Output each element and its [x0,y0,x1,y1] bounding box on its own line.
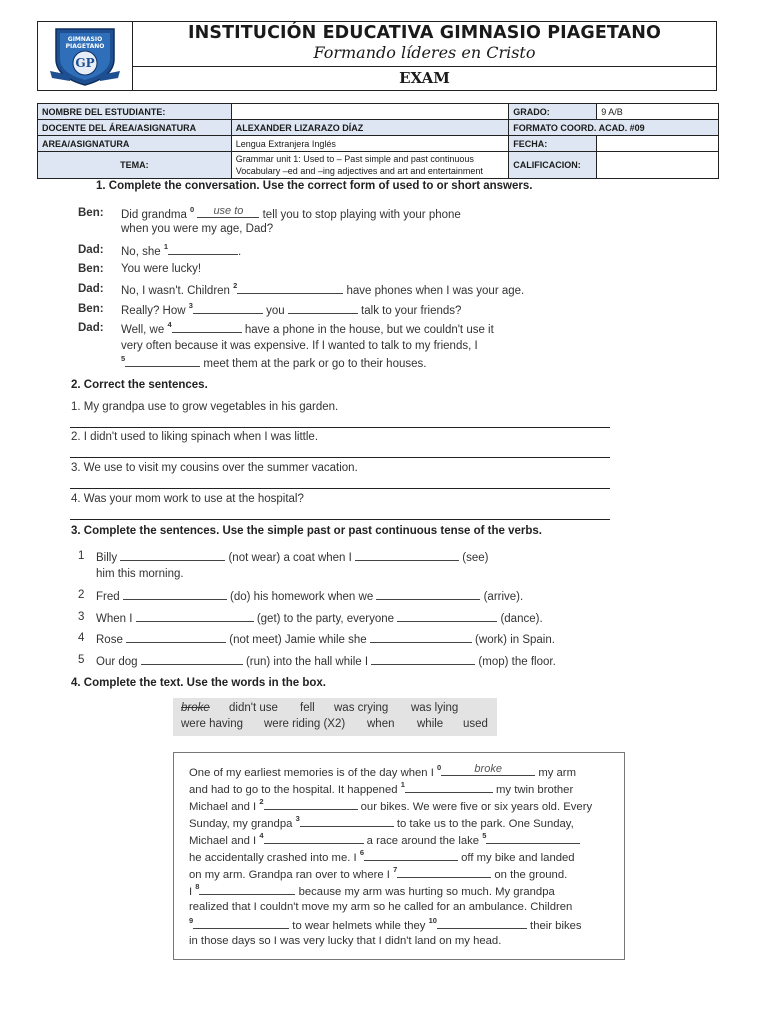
answer-blank-0[interactable] [197,207,259,218]
story-line-5 [189,833,580,847]
verb-blank-5a[interactable] [141,654,243,665]
item-number: 5 [482,831,487,840]
date-label: FECHA: [509,136,597,152]
sentence-2 [96,589,523,603]
conversation-line-6b: very often because it was expensive. If I wanted to talk to my friends, I [121,340,478,352]
item-number: 4 [167,320,172,329]
incorrect-sentence-3: 3. We use to visit my cousins over the summer vacation. [71,462,358,474]
section-3-title: 3. Complete the sentences. Use the simple past or past continuous tense of the verbs. [71,525,542,537]
word-option: used [463,718,488,730]
item-number: 3 [188,301,193,310]
verb-blank-2a[interactable] [123,589,227,600]
story-line-10 [189,918,582,932]
svg-text:GIMNASIO: GIMNASIO [67,36,103,43]
example-answer: use to [213,205,244,217]
example-answer: broke [474,763,502,775]
answer-blank-2[interactable] [237,283,343,294]
story-blank-5[interactable] [486,833,580,844]
answer-blank-3a[interactable] [193,303,263,314]
text: a race around the lake [363,835,483,847]
word-option: didn't use [229,702,278,714]
story-blank-3[interactable] [300,816,394,827]
answer-line-1[interactable] [70,427,610,428]
text: and had to go to the hospital. It happened [189,784,401,796]
text: (dance). [497,613,543,625]
text: No, she [121,246,164,258]
word-box [173,698,497,736]
text: (run) into the hall while I [242,656,372,668]
conversation-line-6c [121,356,426,370]
text: One of my earliest memories is of the day when I [189,767,438,779]
story-blank-6[interactable] [364,850,458,861]
text: Our dog [96,656,141,668]
svg-text:GP: GP [75,56,95,70]
text: on my arm. Grandpa ran over to where I [189,869,394,881]
answer-blank-5[interactable] [125,356,200,367]
grade-label: GRADO: [509,104,597,120]
story-line-2 [189,782,573,796]
conversation-line-3: You were lucky! [121,263,202,275]
word-option: broke [181,702,210,714]
conversation-line-2 [121,244,241,258]
topic-line-1: Grammar unit 1: Used to – Past simple and past continuous [235,154,474,164]
speaker-label: Dad: [78,244,104,256]
story-line-4 [189,816,574,830]
text: Did grandma [121,209,191,221]
text: on the ground. [491,869,568,881]
text: their bikes [526,920,582,932]
answer-blank-4[interactable] [172,322,242,333]
text: have a phone in the house, but we couldn't use it [241,324,494,336]
verb-blank-1b[interactable] [355,550,459,561]
grade-value: 9 A/B [597,104,719,120]
story-line-3 [189,799,592,813]
sentence-3 [96,611,543,625]
section-2-title: 2. Correct the sentences. [71,379,208,391]
item-number: 0 [437,763,442,772]
area-label: AREA/ASIGNATURA [38,136,232,152]
score-label: CALIFICACION: [509,152,597,179]
text: (not wear) a coat when I [225,552,356,564]
text: he accidentally crashed into me. I [189,852,360,864]
logo-cell [38,22,133,90]
incorrect-sentence-4: 4. Was your mom work to use at the hospital? [71,493,304,505]
section-4-title: 4. Complete the text. Use the words in the box. [71,677,326,689]
svg-text:PIAGETANO: PIAGETANO [65,43,105,50]
text: because my arm was hurting so much. My grandpa [295,886,555,898]
story-line-11: in those days so I was very lucky that I didn't land on my head. [189,935,502,947]
word-option: when [367,718,395,730]
text: (arrive). [480,591,524,603]
sentence-1 [96,550,488,564]
text: Billy [96,552,121,564]
text: you [262,305,288,317]
item-number: 6 [359,848,364,857]
sentence-number: 4 [78,632,85,644]
format-label: FORMATO COORD. ACAD. #09 [509,120,719,136]
student-name-field[interactable] [231,104,508,120]
story-blank-0[interactable] [441,765,535,776]
conversation-line-5 [121,303,461,317]
conversation-line-4 [121,283,524,297]
verb-blank-1a[interactable] [120,550,225,561]
item-number: 1 [163,242,168,251]
student-info-table [37,103,719,179]
teacher-value: ALEXANDER LIZARAZO DÍAZ [231,120,508,136]
verb-blank-3a[interactable] [136,611,254,622]
text: Michael and I [189,835,260,847]
exam-title: EXAM [399,69,450,87]
text: Rose [96,634,127,646]
text: When I [96,613,136,625]
text: to take us to the park. One Sunday, [393,818,574,830]
answer-line-3[interactable] [70,488,610,489]
item-number: 5 [121,354,126,363]
item-number: 2 [259,797,264,806]
item-number: 1 [400,780,405,789]
topic-line-2: Vocabulary –ed and –ing adjectives and art and entertainment [235,166,483,176]
story-blank-7[interactable] [397,867,491,878]
text: (work) in Spain. [471,634,555,646]
item-number: 2 [233,281,238,290]
word-option: fell [300,702,315,714]
text: to wear helmets while they [289,920,429,932]
sentence-number: 3 [78,611,85,623]
answer-line-4[interactable] [70,519,610,520]
verb-blank-5b[interactable] [371,654,475,665]
conversation-line-1b: when you were my age, Dad? [121,223,274,235]
story-line-8 [189,884,555,898]
text: our bikes. We were five or six years old. Every [357,801,593,813]
verb-blank-2b[interactable] [376,589,480,600]
exam-cell [133,67,716,90]
text: No, I wasn't. Children [121,285,234,297]
text: my arm [535,767,576,779]
story-blank-9[interactable] [193,918,289,929]
item-number: 7 [393,865,398,874]
text: talk to your friends? [357,305,462,317]
institution-motto: Formando líderes en Cristo [313,43,536,62]
story-blank-4[interactable] [264,833,364,844]
school-logo [46,25,124,87]
text: (get) to the party, everyone [253,613,398,625]
sentence-number: 5 [78,654,85,666]
sentence-number: 1 [78,550,85,562]
verb-blank-3b[interactable] [397,611,497,622]
incorrect-sentence-1: 1. My grandpa use to grow vegetables in his garden. [71,401,339,413]
word-option: while [417,718,444,730]
story-text-box [173,752,625,960]
speaker-label: Ben: [78,263,104,275]
word-option: was crying [334,702,389,714]
story-line-6 [189,850,575,864]
exam-header [37,21,717,91]
story-blank-8[interactable] [199,884,295,895]
word-option: were riding (X2) [264,718,346,730]
speaker-label: Ben: [78,207,104,219]
section-1-title: 1. Complete the conversation. Use the correct form of used to or short answers. [96,180,533,192]
item-number: 8 [195,882,200,891]
word-option: was lying [411,702,459,714]
text: Sunday, my grandpa [189,818,296,830]
sentence-number: 2 [78,589,85,601]
text: (not meet) Jamie while she [226,634,370,646]
topic-content [231,152,508,179]
verb-blank-4a[interactable] [126,632,226,643]
verb-blank-4b[interactable] [370,632,472,643]
item-number: 3 [295,814,300,823]
sentence-4 [96,632,555,646]
text: have phones when I was your age. [343,285,525,297]
story-blank-1[interactable] [405,782,493,793]
sentence-1-cont: him this morning. [96,568,184,580]
topic-label: TEMA: [38,152,232,179]
speaker-label: Ben: [78,303,104,315]
answer-line-2[interactable] [70,457,610,458]
story-line-9: realized that I couldn't move my arm so he called for an ambulance. Children [189,901,573,913]
text: (mop) the floor. [475,656,556,668]
text: Fred [96,591,123,603]
text: off my bike and landed [457,852,575,864]
text: I [189,886,196,898]
item-number: 4 [259,831,264,840]
incorrect-sentence-2: 2. I didn't used to liking spinach when I was little. [71,431,319,443]
title-cell [133,22,716,67]
text: Well, we [121,324,168,336]
sentence-5 [96,654,556,668]
text: Really? How [121,305,189,317]
text: tell you to stop playing with your phone [259,209,461,221]
conversation-line-6 [121,322,494,336]
answer-blank-1[interactable] [168,244,238,255]
institution-name: INSTITUCIÓN EDUCATIVA GIMNASIO PIAGETANO [188,23,661,43]
text: Michael and I [189,801,260,813]
score-field[interactable] [597,152,719,179]
text: . [238,246,242,258]
student-name-label: NOMBRE DEL ESTUDIANTE: [38,104,232,120]
text: (see) [459,552,489,564]
text: (do) his homework when we [226,591,377,603]
story-blank-2[interactable] [264,799,358,810]
item-number: 10 [428,916,437,925]
area-value: Lengua Extranjera Inglés [231,136,508,152]
conversation-line-1 [121,207,461,221]
story-line-1 [189,765,576,779]
item-number: 9 [189,916,194,925]
text: meet them at the park or go to their houses. [200,358,427,370]
answer-blank-3b[interactable] [288,303,358,314]
date-field[interactable] [597,136,719,152]
story-blank-10[interactable] [437,918,527,929]
speaker-label: Dad: [78,283,104,295]
text: my twin brother [492,784,574,796]
item-number: 0 [190,205,195,214]
story-line-7 [189,867,567,881]
teacher-label: DOCENTE DEL ÁREA/ASIGNATURA [38,120,232,136]
word-option: were having [181,718,244,730]
speaker-label: Dad: [78,322,104,334]
